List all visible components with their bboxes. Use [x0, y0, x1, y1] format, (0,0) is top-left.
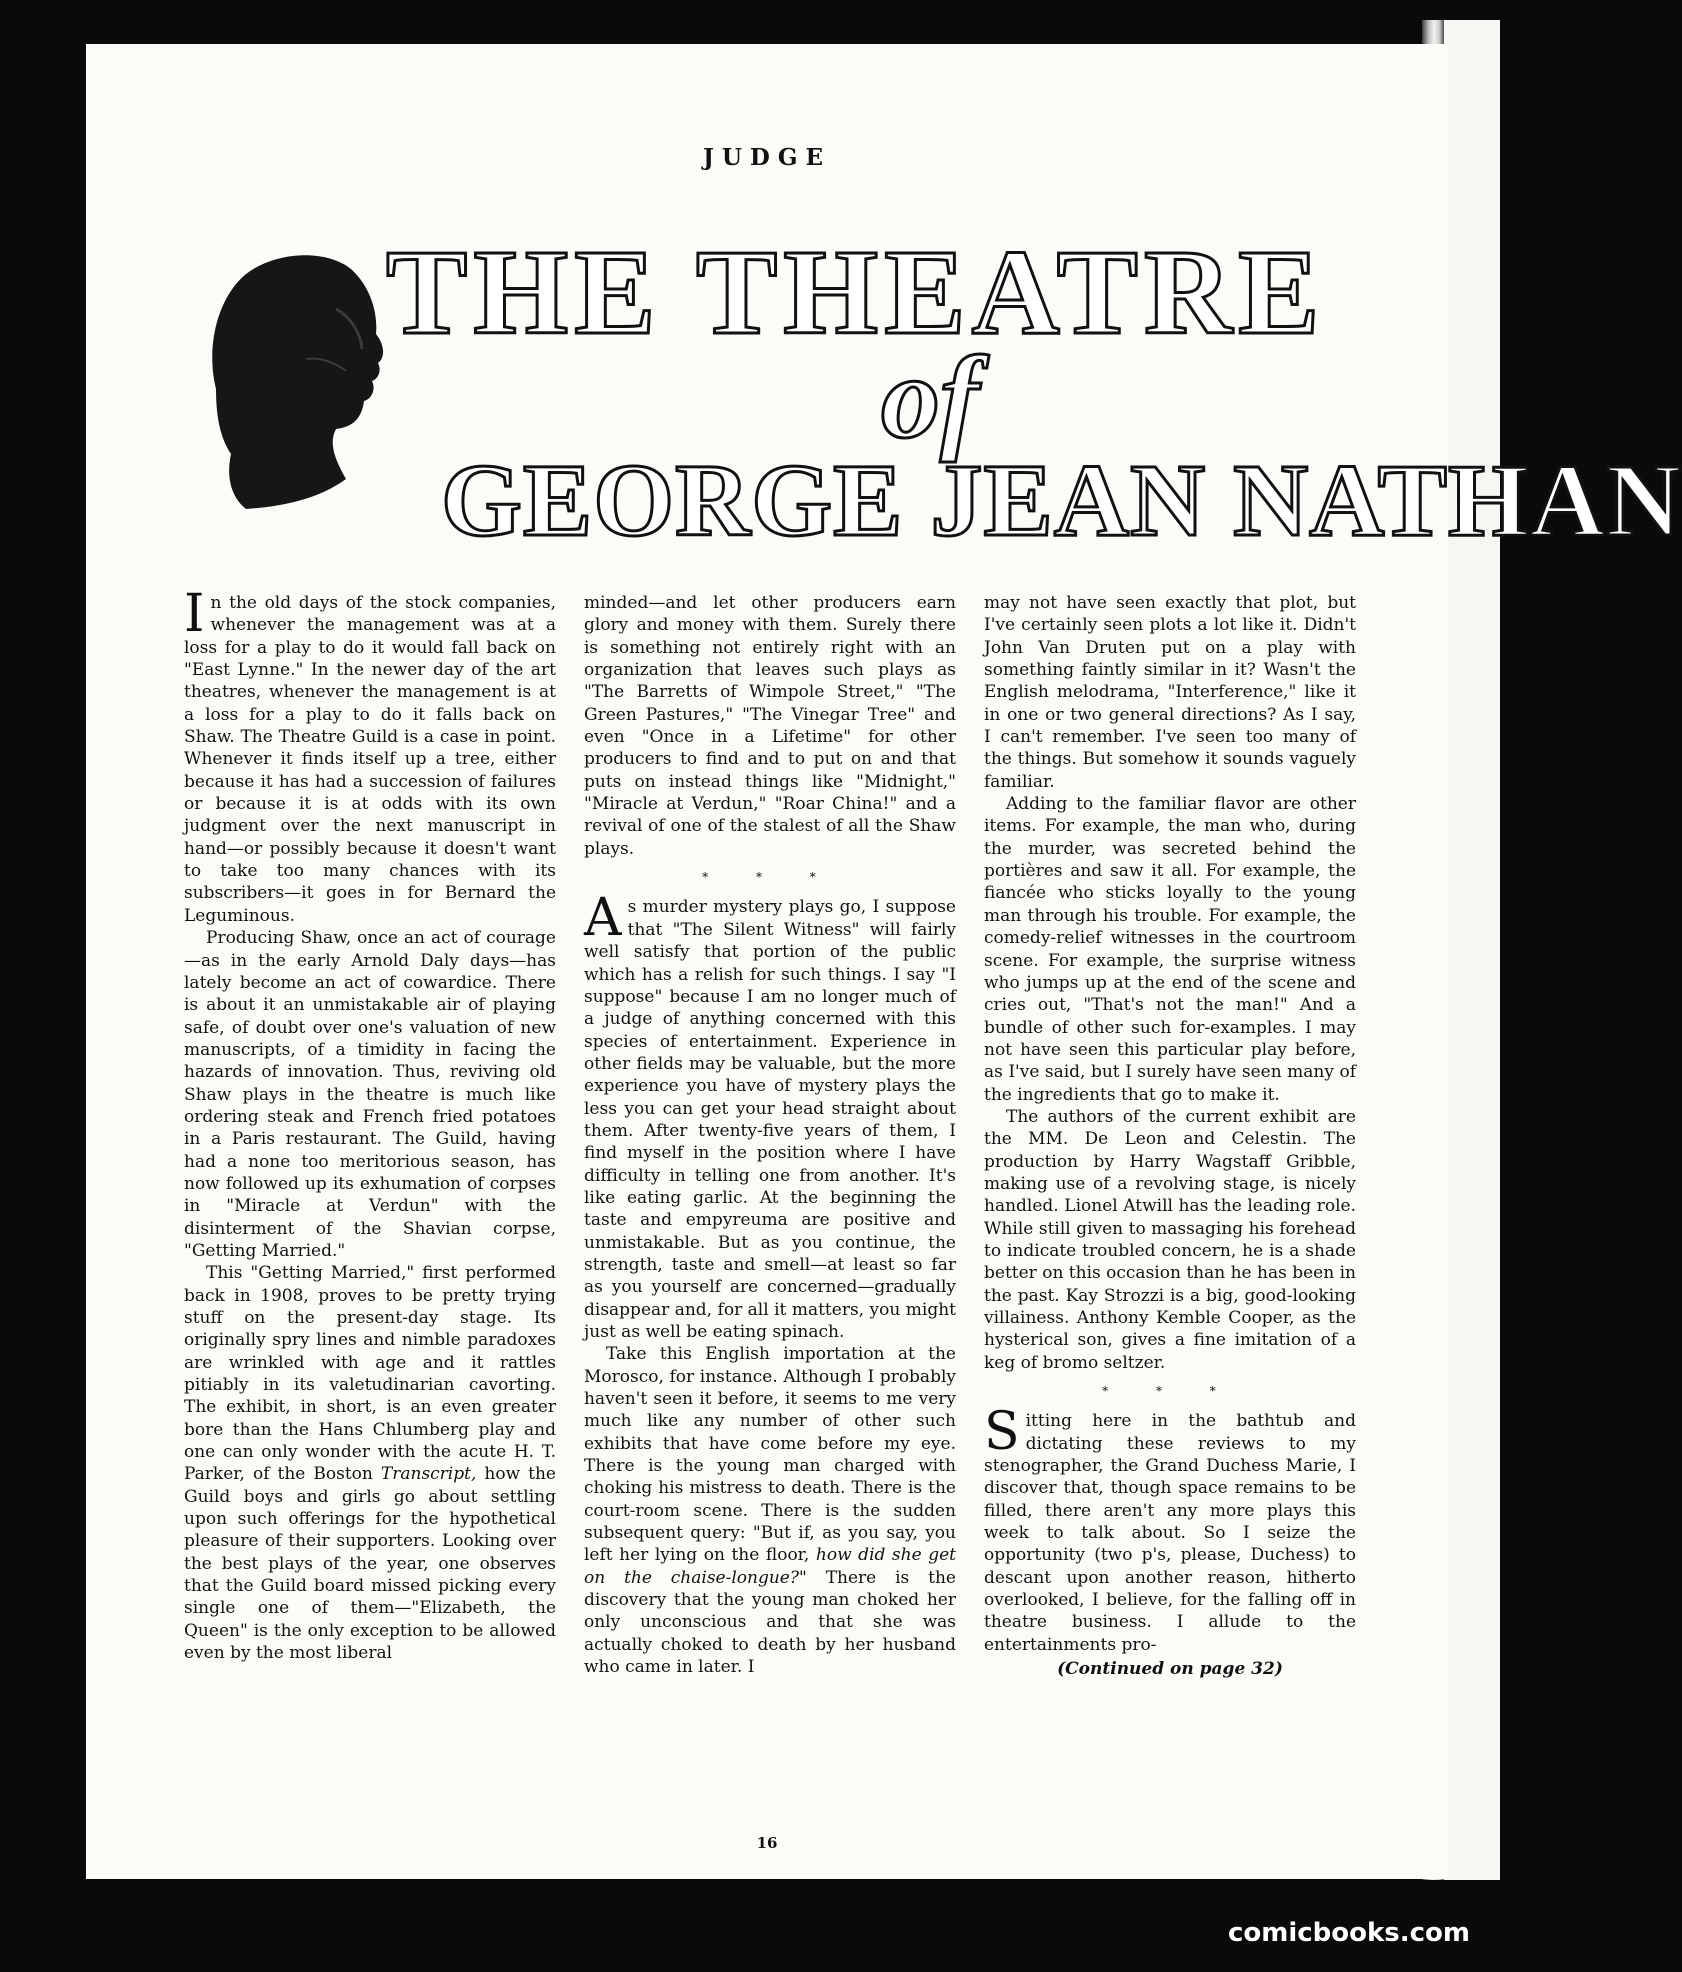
paragraph: Adding to the familiar flavor are other items. For example, the man who, during the murder, was secreted behind the portières and saw it all. For example, the fiancée who sticks loyally to the young man through his trouble. For example, the comedy-relief witnesses in the courtroom scene. For example, the surprise witness who jumps up at the end of the scene and cries out, "That's not the man!" And a bundle of other such for-examples. I may not have seen this particular play before, as I've said, but I surely have seen many of the ingredients that go to make it.	[984, 794, 1356, 1105]
paragraph: Producing Shaw, once an act of courage—as in the early Arnold Daly days—has lately become an act of cowardice. There is about it an unmistakable air of playing safe, of doubt over one's valuation of new manuscripts, of a timidity in facing the hazards of innovation. Thus, reviving old Shaw plays in the theatre is much like ordering steak and French fried potatoes in a Paris restaurant. The Guild, having had a none too meritorious season, has now followed up its exhumation of corpses in "Miracle at Verdun" with the disinterment of the Shavian corpse, "Getting Married."	[184, 928, 556, 1261]
italic-text: how did she get on the chaise-longue?"	[584, 1545, 956, 1588]
author-portrait-silhouette	[186, 239, 386, 539]
paragraph: The authors of the current exhibit are the MM. De Leon and Celestin. The production by Harry Wagstaff Gribble, making use of a revolving stage, is nicely handled. Lionel Atwill has the leading role. While still given to massaging his forehead to indicate troubled concern, he is a shade better on this occasion than he has been in the past. Kay Strozzi is a big, good-looking villainess. Anthony Kemble Cooper, as the hysterical son, gives a fine imitation of a keg of bromo seltzer.	[984, 1106, 1356, 1373]
paragraph-text: n the old days of the stock companies, whenever the management was at a loss for a play to do it would fall back on "East Lynne." In the newer day of the art theatres, whenever the management is at a loss for a play to do it falls back on Shaw. The Theatre Guild is a case in point. Whenever it finds itself up a tree, either because it has had a succession of failures or because it is at odds with its own judgment over the next manuscript in hand—or possibly because it doesn't want to take too many chances with its subscribers—it goes in for Bernard the Leguminous.	[184, 593, 556, 926]
continued-note: (Continued on page 32)	[1057, 1659, 1283, 1680]
title-george-jean-nathan: GEORGE JEAN NATHAN	[441, 443, 1682, 558]
column-1	[184, 584, 556, 1665]
watermark: comicbooks.com	[1227, 1918, 1470, 1948]
column-2	[584, 592, 956, 1679]
facing-page-edge	[1444, 20, 1500, 1880]
title-of: of	[881, 332, 980, 463]
running-header: JUDGE	[702, 144, 832, 171]
paragraph-text: Take this English importation at the Morosco, for instance. Although I probably haven't seen it before, it seems to me very much like any number of other such exhibits that have come before my eye. There is the young man charged with choking his mistress to death. There is the court-room scene. There is the sudden subsequent query: "But if, as you say, you left her lying on the floor,	[584, 1344, 956, 1566]
paragraph: may not have seen exactly that plot, but I've certainly seen plots a lot like it. Didn't John Van Druten put on a play with something faintly similar in it? Wasn't the English melodrama, "Interference," like it in one or two general directions? As I say, I can't remember. I've seen too many of the things. But somehow it sounds vaguely familiar.	[984, 593, 1356, 792]
title-the-theatre: THE THEATRE	[386, 225, 1326, 360]
paragraph	[184, 584, 556, 927]
drop-cap: S	[984, 1402, 1020, 1463]
italic-text: Transcript,	[380, 1464, 477, 1485]
paragraph	[584, 888, 956, 1343]
drop-cap: I	[184, 584, 205, 644]
paragraph	[184, 1262, 556, 1664]
drop-cap: A	[584, 888, 622, 949]
paragraph-text: how the Guild boys and girls go about settling upon such offerings for the hypothetical pleasure of their supporters. Looking over the best plays of the year, one observes that the Guild board missed picking every single one of them—"Elizabeth, the Queen" is the only exception to be allowed even by the most liberal	[184, 1464, 556, 1664]
magazine-page	[86, 44, 1682, 1879]
paragraph-text: s murder mystery plays go, I suppose that "The Silent Witness" will fairly well satisfy that portion of the public which has a relish for such things. I say "I suppose" because I am no longer much of a judge of anything concerned with this species of entertainment. Experience in other fields may be valuable, but the more experience you have of mystery plays the less you can get your head straight about them. After twenty-five years of them, I find myself in the position where I have difficulty in telling one from another. It's like eating garlic. At the beginning the taste and empyreuma are positive and unmistakable. But as you continue, the strength, taste and smell—at least so far as you yourself are concerned—gradually disappear and, for all it matters, you might just as well be eating spinach.	[584, 897, 956, 1342]
paragraph-text: itting here in the bathtub and dictating these reviews to my stenographer, the Grand Duchess Marie, I discover that, though space remains to be filled, there aren't any more plays this week to talk about. So I seize the opportunity (two p's, please, Duchess) to descant upon another reason, hitherto overlooked, I believe, for the falling off in theatre business. I allude to the entertainments pro-	[984, 1411, 1356, 1655]
page-number: 16	[756, 1834, 778, 1852]
paragraph: minded—and let other producers earn glory and money with them. Surely there is something not entirely right with an organization that leaves such plays as "The Barretts of Wimpole Street," "The Green Pastures," "The Vinegar Tree" and even "Once in a Lifetime" for other producers to find and to put on and that puts on instead things like "Midnight," "Miracle at Verdun," "Roar China!" and a revival of one of the stalest of all the Shaw plays.	[584, 593, 956, 859]
paragraph-text: This "Getting Married," first performed back in 1908, proves to be pretty trying stuff on the present-day stage. Its originally spry lines and nimble paradoxes are wrinkled with age and it rattles pitiably in its valetudinarian cavorting. The exhibit, in short, is an even greater bore than the Hans Chlumberg play and one can only wonder with the acute H. T. Parker, of the Boston	[184, 1263, 556, 1485]
paragraph-text: There is the discovery that the young man choked her only unconscious and that she was actually choked to death by her husband who came in later. I	[584, 1567, 956, 1678]
section-divider: * * *	[1102, 1384, 1238, 1399]
section-divider: * * *	[702, 870, 838, 885]
column-3	[984, 592, 1356, 1681]
paragraph	[584, 1343, 956, 1678]
paragraph	[984, 1402, 1356, 1656]
